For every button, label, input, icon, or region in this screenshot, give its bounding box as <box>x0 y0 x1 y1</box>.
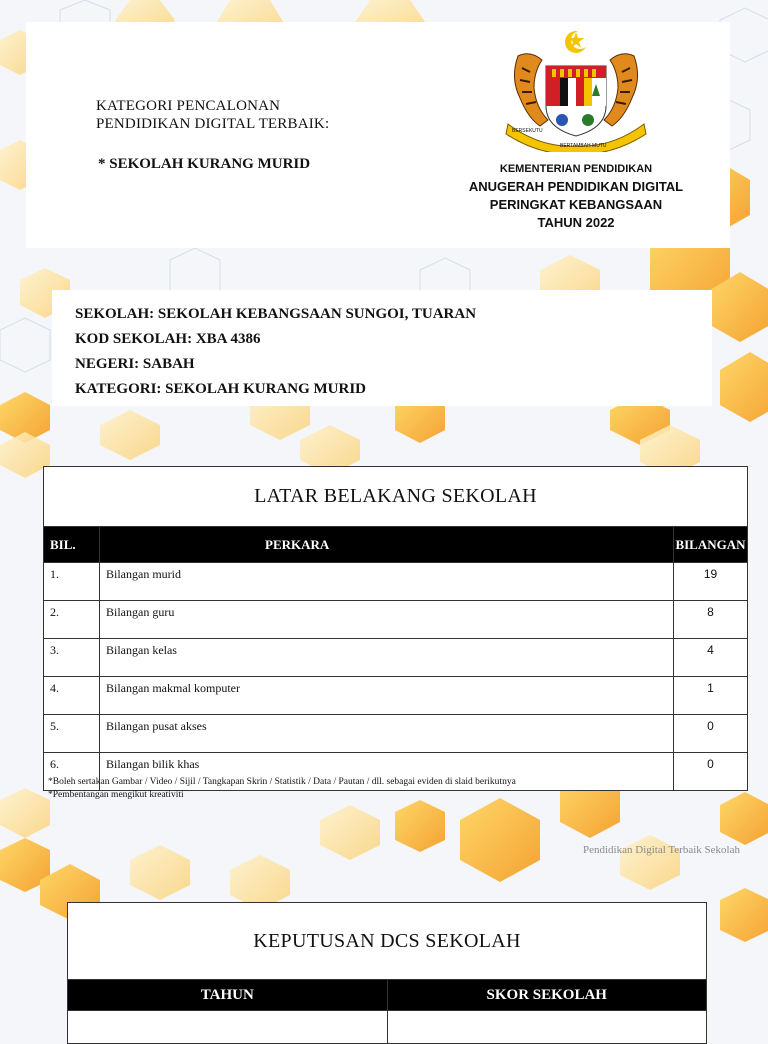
award-line-1: ANUGERAH PENDIDIKAN DIGITAL <box>468 179 684 194</box>
row-count: 0 <box>674 753 748 791</box>
row-item: Bilangan guru <box>100 601 674 639</box>
table-row <box>44 677 748 715</box>
row-number: 4. <box>44 677 100 715</box>
row-number: 3. <box>44 639 100 677</box>
header-tahun: TAHUN <box>68 980 388 1011</box>
row-count: 19 <box>674 563 748 601</box>
school-info <box>75 302 476 402</box>
row-item: Bilangan murid <box>100 563 674 601</box>
award-line-3: TAHUN 2022 <box>537 215 615 230</box>
dcs-table-title: KEPUTUSAN DCS SEKOLAH <box>68 903 707 980</box>
table-row <box>68 1011 707 1044</box>
table-row <box>44 563 748 601</box>
award-heading <box>456 163 696 232</box>
row-count: 4 <box>674 639 748 677</box>
logo-motto-right: BERTAMBAH MUTU <box>560 143 607 149</box>
school-state: NEGERI: SABAH <box>75 356 195 372</box>
ministry-name: KEMENTERIAN PENDIDIKAN <box>499 163 653 175</box>
table-row <box>44 601 748 639</box>
category-line-2: PENDIDIKAN DIGITAL TERBAIK: <box>96 116 330 132</box>
nomination-category-label <box>96 97 329 133</box>
background-table-title: LATAR BELAKANG SEKOLAH <box>44 467 748 527</box>
header-panel <box>26 22 466 248</box>
school-background-table <box>43 466 748 791</box>
row-number: 6. <box>44 753 100 791</box>
header-skor-sekolah: SKOR SEKOLAH <box>387 980 707 1011</box>
row-item: Bilangan makmal komputer <box>100 677 674 715</box>
dcs-result-table <box>67 902 707 1044</box>
school-name: SEKOLAH: SEKOLAH KEBANGSAAN SUNGOI, TUARAN <box>75 306 477 322</box>
row-count: 1 <box>674 677 748 715</box>
year-cell <box>68 1011 388 1044</box>
evidence-notes <box>48 776 516 802</box>
note-creativity: *Pembentangan mengikut kreativiti <box>48 790 184 800</box>
score-cell <box>387 1011 707 1044</box>
row-number: 2. <box>44 601 100 639</box>
row-item: Bilangan pusat akses <box>100 715 674 753</box>
award-line-2: PERINGKAT KEBANGSAAN <box>489 197 663 212</box>
row-number: 1. <box>44 563 100 601</box>
note-evidence: *Boleh sertakan Gambar / Video / Sijil / Tangkapan Skrin / Statistik / Data / Pautan / dll. sebagai eviden di slaid berikutnya <box>48 777 516 787</box>
school-code: KOD SEKOLAH: XBA 4386 <box>75 331 261 347</box>
logo-motto-left: BERSEKUTU <box>512 128 543 134</box>
header-bilangan: BILANGAN <box>674 527 748 563</box>
category-value: * SEKOLAH KURANG MURID <box>98 156 311 172</box>
table-row <box>44 715 748 753</box>
slide-footer: Pendidikan Digital Terbaik Sekolah <box>583 844 740 856</box>
row-count: 8 <box>674 601 748 639</box>
category-line-1: KATEGORI PENCALONAN <box>96 98 281 114</box>
row-number: 5. <box>44 715 100 753</box>
row-item: Bilangan kelas <box>100 639 674 677</box>
row-item: Bilangan bilik khas <box>100 753 674 791</box>
header-bil: BIL. <box>44 527 100 563</box>
school-category: KATEGORI: SEKOLAH KURANG MURID <box>75 381 366 397</box>
table-row <box>44 639 748 677</box>
header-perkara: PERKARA <box>100 527 674 563</box>
row-count: 0 <box>674 715 748 753</box>
coat-of-arms-logo <box>500 28 652 152</box>
